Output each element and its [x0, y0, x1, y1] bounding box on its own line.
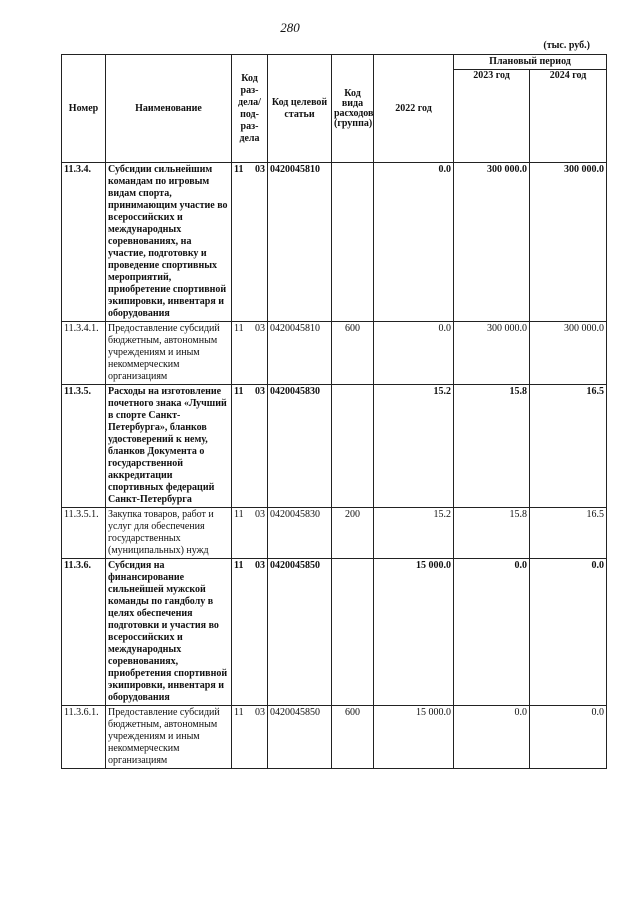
row-name: Предоставление субсидий бюджетным, автономным учреждениям и иным некоммерческим организациям — [106, 322, 232, 385]
subsection-code: 03 — [255, 509, 265, 520]
header-planning-period: Плановый период — [454, 55, 607, 70]
row-2022-value: 0.0 — [374, 163, 454, 322]
section-code: 11 — [234, 164, 244, 175]
row-2022-value: 15 000.0 — [374, 559, 454, 706]
row-number: 11.3.6.1. — [62, 706, 106, 769]
row-name: Предоставление субсидий бюджетным, автономным учреждениям и иным некоммерческим организациям — [106, 706, 232, 769]
row-target-code: 0420045830 — [268, 508, 332, 559]
units-label: (тыс. руб.) — [543, 40, 590, 51]
row-expense-type — [332, 559, 374, 706]
section-code: 11 — [234, 509, 244, 520]
subsection-code: 03 — [255, 707, 265, 718]
table-row — [62, 322, 607, 385]
row-2024-value: 16.5 — [530, 508, 607, 559]
header-name: Наименование — [106, 55, 232, 163]
table-row — [62, 706, 607, 769]
row-2024-value: 16.5 — [530, 385, 607, 508]
section-code: 11 — [234, 707, 244, 718]
row-section-code — [232, 385, 268, 508]
subsection-code: 03 — [255, 386, 265, 397]
row-2023-value: 15.8 — [454, 385, 530, 508]
row-number: 11.3.6. — [62, 559, 106, 706]
table-row — [62, 385, 607, 508]
row-expense-type — [332, 163, 374, 322]
subsection-code: 03 — [255, 164, 265, 175]
header-number: Номер — [62, 55, 106, 163]
row-2022-value: 15 000.0 — [374, 706, 454, 769]
row-expense-type: 200 — [332, 508, 374, 559]
row-expense-type: 600 — [332, 322, 374, 385]
row-name: Расходы на изготовление почетного знака «Лучший в спорте Санкт-Петербурга», бланков удостоверений к нему, бланков Документа о государственной аккредитации спортивных федераций Санкт-Петербурга — [106, 385, 232, 508]
row-target-code: 0420045810 — [268, 163, 332, 322]
row-name: Закупка товаров, работ и услуг для обеспечения государственных (муниципальных) нужд — [106, 508, 232, 559]
row-name: Субсидия на финансирование сильнейшей мужской команды по гандболу в целях обеспечения подготовки и участия во всероссийских и международных соревнованиях, приобретения спортивной экипировки, инвентаря и оборудования — [106, 559, 232, 706]
header-2024: 2024 год — [530, 70, 607, 163]
row-2023-value: 0.0 — [454, 706, 530, 769]
row-2023-value: 0.0 — [454, 559, 530, 706]
row-2024-value: 300 000.0 — [530, 322, 607, 385]
row-target-code: 0420045850 — [268, 559, 332, 706]
row-2024-value: 0.0 — [530, 559, 607, 706]
row-2023-value: 15.8 — [454, 508, 530, 559]
row-2023-value: 300 000.0 — [454, 322, 530, 385]
table-row — [62, 508, 607, 559]
row-number: 11.3.5.1. — [62, 508, 106, 559]
row-expense-type — [332, 385, 374, 508]
page-number: 280 — [280, 20, 300, 35]
table-row — [62, 559, 607, 706]
row-section-code — [232, 706, 268, 769]
row-name: Субсидии сильнейшим командам по игровым видам спорта, принимающим участие во всероссийских и международных соревнованиях, на участие, подготовку и проведение спортивных мероприятий, приобретение спортивной экипировки, инвентаря и оборудования — [106, 163, 232, 322]
row-section-code — [232, 163, 268, 322]
section-code: 11 — [234, 323, 244, 334]
row-2022-value: 0.0 — [374, 322, 454, 385]
table-row — [62, 163, 607, 322]
row-2024-value: 0.0 — [530, 706, 607, 769]
row-target-code: 0420045850 — [268, 706, 332, 769]
table-body — [62, 163, 607, 769]
row-2022-value: 15.2 — [374, 508, 454, 559]
row-number: 11.3.5. — [62, 385, 106, 508]
row-number: 11.3.4.1. — [62, 322, 106, 385]
header-target: Код целевой статьи — [268, 55, 332, 163]
row-expense-type: 600 — [332, 706, 374, 769]
row-target-code: 0420045810 — [268, 322, 332, 385]
row-2024-value: 300 000.0 — [530, 163, 607, 322]
row-target-code: 0420045830 — [268, 385, 332, 508]
header-2022: 2022 год — [374, 55, 454, 163]
header-expense-type: Код вида расходов (группа) — [332, 55, 374, 163]
budget-table — [61, 54, 607, 769]
header-section: Код раз-дела/ под-раз-дела — [232, 55, 268, 163]
row-section-code — [232, 322, 268, 385]
row-section-code — [232, 508, 268, 559]
table-header — [62, 55, 607, 163]
row-section-code — [232, 559, 268, 706]
row-number: 11.3.4. — [62, 163, 106, 322]
section-code: 11 — [234, 560, 244, 571]
subsection-code: 03 — [255, 323, 265, 334]
subsection-code: 03 — [255, 560, 265, 571]
row-2022-value: 15.2 — [374, 385, 454, 508]
header-2023: 2023 год — [454, 70, 530, 163]
section-code: 11 — [234, 386, 244, 397]
row-2023-value: 300 000.0 — [454, 163, 530, 322]
